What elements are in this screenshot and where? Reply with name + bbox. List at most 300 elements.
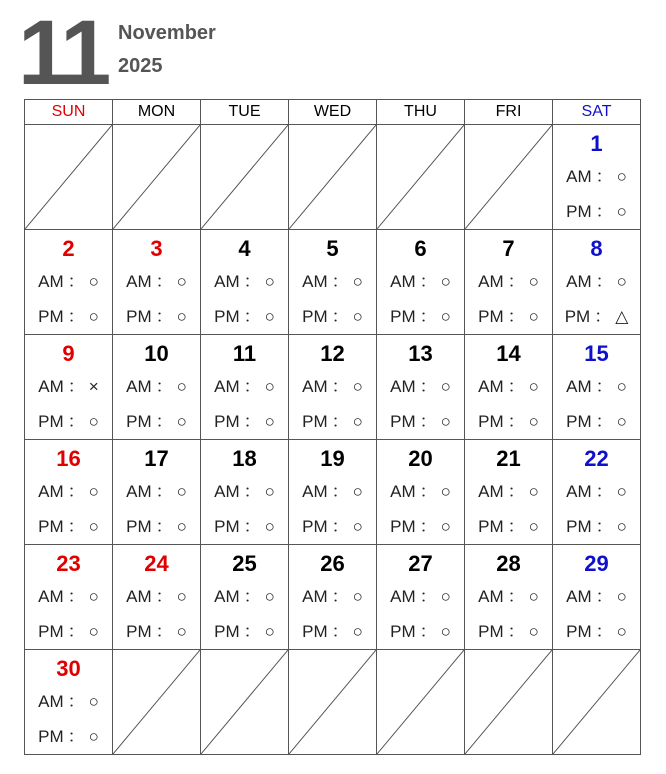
colon-separator: ： <box>155 622 173 641</box>
day-number: 14 <box>496 341 521 366</box>
pm-availability <box>201 299 288 334</box>
day-cell <box>289 545 377 650</box>
week-row <box>25 650 641 755</box>
slash-line <box>113 650 200 754</box>
am-status-mark: ○ <box>616 377 627 396</box>
pm-availability <box>201 404 288 439</box>
day-number: 8 <box>590 236 603 261</box>
empty-cell-slash <box>289 650 376 754</box>
pm-status-mark: ○ <box>616 517 627 536</box>
am-status-mark: ○ <box>352 377 363 396</box>
colon-separator: ： <box>67 412 85 431</box>
empty-day-cell <box>553 650 641 755</box>
am-availability <box>377 264 464 299</box>
empty-cell-slash <box>289 125 376 229</box>
weekday-wed: WED <box>289 100 377 125</box>
am-status-mark: ○ <box>528 482 539 501</box>
pm-label: PM <box>38 517 64 536</box>
colon-separator: ： <box>243 272 261 291</box>
am-availability <box>289 474 376 509</box>
am-label: AM <box>390 377 416 396</box>
pm-availability <box>201 614 288 649</box>
colon-separator: ： <box>331 377 349 396</box>
pm-label: PM <box>390 622 416 641</box>
pm-label: PM <box>566 412 592 431</box>
am-label: AM <box>302 377 328 396</box>
am-status-mark: × <box>88 377 99 396</box>
empty-cell-slash <box>201 125 288 229</box>
colon-separator: ： <box>155 412 173 431</box>
pm-status-mark: ○ <box>176 622 187 641</box>
colon-separator: ： <box>331 622 349 641</box>
am-label: AM <box>38 482 64 501</box>
am-label: AM <box>38 272 64 291</box>
day-cell <box>289 230 377 335</box>
empty-cell-slash <box>553 650 640 754</box>
day-cell <box>553 545 641 650</box>
am-label: AM <box>126 377 152 396</box>
colon-separator: ： <box>419 482 437 501</box>
empty-day-cell <box>25 125 113 230</box>
week-row <box>25 335 641 440</box>
day-cell <box>465 545 553 650</box>
pm-status-mark: ○ <box>88 727 99 746</box>
am-availability <box>377 369 464 404</box>
pm-status-mark: ○ <box>352 622 363 641</box>
colon-separator: ： <box>331 412 349 431</box>
weekday-fri: FRI <box>465 100 553 125</box>
empty-day-cell <box>201 125 289 230</box>
am-status-mark: ○ <box>440 272 451 291</box>
colon-separator: ： <box>243 622 261 641</box>
day-cell <box>377 230 465 335</box>
am-label: AM <box>302 482 328 501</box>
pm-label: PM <box>478 517 504 536</box>
empty-day-cell <box>201 650 289 755</box>
am-label: AM <box>38 587 64 606</box>
am-status-mark: ○ <box>176 482 187 501</box>
day-number: 1 <box>590 131 603 156</box>
pm-availability <box>377 299 464 334</box>
am-availability <box>289 264 376 299</box>
empty-day-cell <box>289 650 377 755</box>
day-number: 3 <box>150 236 163 261</box>
day-number: 27 <box>408 551 433 576</box>
colon-separator: ： <box>595 482 613 501</box>
empty-day-cell <box>465 650 553 755</box>
day-cell <box>465 440 553 545</box>
colon-separator: ： <box>594 307 612 326</box>
am-label: AM <box>390 482 416 501</box>
calendar-header <box>18 2 418 104</box>
slash-line <box>465 125 552 229</box>
day-number: 15 <box>584 341 609 366</box>
am-status-mark: ○ <box>352 587 363 606</box>
colon-separator: ： <box>507 377 525 396</box>
am-availability <box>113 579 200 614</box>
am-availability <box>553 159 640 194</box>
am-label: AM <box>38 692 64 711</box>
pm-label: PM <box>302 622 328 641</box>
am-availability <box>25 684 112 719</box>
colon-separator: ： <box>331 517 349 536</box>
colon-separator: ： <box>67 692 85 711</box>
calendar-body <box>25 125 641 755</box>
slash-line <box>113 125 200 229</box>
am-availability <box>465 369 552 404</box>
am-status-mark: ○ <box>440 482 451 501</box>
day-number: 23 <box>56 551 81 576</box>
empty-day-cell <box>113 125 201 230</box>
am-status-mark: ○ <box>352 272 363 291</box>
am-availability <box>377 579 464 614</box>
am-availability <box>201 474 288 509</box>
pm-label: PM <box>38 412 64 431</box>
colon-separator: ： <box>243 377 261 396</box>
pm-status-mark: ○ <box>176 517 187 536</box>
colon-separator: ： <box>155 272 173 291</box>
day-number: 21 <box>496 446 521 471</box>
pm-label: PM <box>478 307 504 326</box>
am-availability <box>377 474 464 509</box>
empty-cell-slash <box>113 125 200 229</box>
weekday-sat: SAT <box>553 100 641 125</box>
day-cell <box>201 230 289 335</box>
pm-label: PM <box>214 412 240 431</box>
day-number: 17 <box>144 446 169 471</box>
pm-label: PM <box>38 307 64 326</box>
day-number: 2 <box>62 236 75 261</box>
pm-availability <box>113 614 200 649</box>
pm-availability <box>553 614 640 649</box>
day-cell <box>25 440 113 545</box>
slash-line <box>377 125 464 229</box>
am-availability <box>201 369 288 404</box>
empty-cell-slash <box>25 125 112 229</box>
pm-label: PM <box>126 412 152 431</box>
colon-separator: ： <box>67 272 85 291</box>
slash-line <box>553 650 640 754</box>
am-status-mark: ○ <box>616 272 627 291</box>
am-status-mark: ○ <box>88 692 99 711</box>
am-availability <box>553 579 640 614</box>
year-label: 2025 <box>118 55 163 77</box>
pm-label: PM <box>214 622 240 641</box>
pm-availability <box>113 404 200 439</box>
am-status-mark: ○ <box>176 587 187 606</box>
pm-label: PM <box>126 517 152 536</box>
am-availability <box>553 474 640 509</box>
am-label: AM <box>214 482 240 501</box>
empty-day-cell <box>465 125 553 230</box>
am-availability <box>289 369 376 404</box>
day-cell <box>113 335 201 440</box>
pm-availability <box>25 299 112 334</box>
am-label: AM <box>390 272 416 291</box>
am-status-mark: ○ <box>440 587 451 606</box>
weekday-mon: MON <box>113 100 201 125</box>
colon-separator: ： <box>243 517 261 536</box>
colon-separator: ： <box>507 517 525 536</box>
am-availability <box>113 264 200 299</box>
pm-status-mark: ○ <box>616 622 627 641</box>
colon-separator: ： <box>595 377 613 396</box>
am-availability <box>289 579 376 614</box>
pm-label: PM <box>566 517 592 536</box>
am-label: AM <box>478 482 504 501</box>
pm-availability <box>553 509 640 544</box>
colon-separator: ： <box>419 412 437 431</box>
day-number: 25 <box>232 551 257 576</box>
colon-separator: ： <box>331 307 349 326</box>
am-label: AM <box>126 272 152 291</box>
day-cell <box>465 230 553 335</box>
colon-separator: ： <box>243 482 261 501</box>
am-availability <box>201 579 288 614</box>
empty-cell-slash <box>465 125 552 229</box>
pm-availability <box>289 614 376 649</box>
pm-status-mark: ○ <box>616 412 627 431</box>
day-cell <box>201 545 289 650</box>
day-number: 20 <box>408 446 433 471</box>
am-status-mark: ○ <box>616 482 627 501</box>
day-cell <box>465 335 553 440</box>
colon-separator: ： <box>419 272 437 291</box>
day-cell <box>201 335 289 440</box>
empty-cell-slash <box>465 650 552 754</box>
am-availability <box>201 264 288 299</box>
am-status-mark: ○ <box>264 377 275 396</box>
pm-label: PM <box>390 412 416 431</box>
day-number: 12 <box>320 341 345 366</box>
pm-status-mark: △ <box>615 307 629 326</box>
am-label: AM <box>566 167 592 186</box>
pm-availability <box>25 614 112 649</box>
day-cell <box>553 125 641 230</box>
pm-availability <box>377 404 464 439</box>
am-label: AM <box>214 587 240 606</box>
colon-separator: ： <box>507 412 525 431</box>
pm-status-mark: ○ <box>528 622 539 641</box>
pm-status-mark: ○ <box>528 412 539 431</box>
colon-separator: ： <box>67 727 85 746</box>
pm-availability <box>465 614 552 649</box>
colon-separator: ： <box>155 307 173 326</box>
pm-availability <box>465 509 552 544</box>
colon-separator: ： <box>67 587 85 606</box>
day-cell <box>25 650 113 755</box>
am-label: AM <box>302 587 328 606</box>
slash-line <box>289 650 376 754</box>
colon-separator: ： <box>595 202 613 221</box>
week-row <box>25 230 641 335</box>
am-status-mark: ○ <box>616 167 627 186</box>
empty-day-cell <box>377 125 465 230</box>
pm-status-mark: ○ <box>528 517 539 536</box>
pm-label: PM <box>390 307 416 326</box>
day-cell <box>553 230 641 335</box>
empty-cell-slash <box>201 650 288 754</box>
pm-availability <box>289 509 376 544</box>
pm-status-mark: ○ <box>88 412 99 431</box>
colon-separator: ： <box>419 587 437 606</box>
colon-separator: ： <box>507 622 525 641</box>
am-availability <box>25 264 112 299</box>
am-label: AM <box>214 272 240 291</box>
day-cell <box>289 440 377 545</box>
colon-separator: ： <box>67 622 85 641</box>
month-number: 11 <box>18 2 108 104</box>
am-availability <box>113 474 200 509</box>
am-label: AM <box>566 587 592 606</box>
am-label: AM <box>390 587 416 606</box>
empty-cell-slash <box>377 650 464 754</box>
colon-separator: ： <box>419 377 437 396</box>
colon-separator: ： <box>155 587 173 606</box>
pm-status-mark: ○ <box>264 517 275 536</box>
day-number: 13 <box>408 341 433 366</box>
am-availability <box>113 369 200 404</box>
day-number: 28 <box>496 551 521 576</box>
pm-label: PM <box>302 307 328 326</box>
pm-availability <box>553 299 640 334</box>
colon-separator: ： <box>331 587 349 606</box>
pm-label: PM <box>214 307 240 326</box>
am-status-mark: ○ <box>528 377 539 396</box>
day-number: 24 <box>144 551 169 576</box>
pm-status-mark: ○ <box>176 412 187 431</box>
week-row <box>25 125 641 230</box>
colon-separator: ： <box>507 272 525 291</box>
day-number: 16 <box>56 446 81 471</box>
am-label: AM <box>126 482 152 501</box>
pm-label: PM <box>302 412 328 431</box>
pm-status-mark: ○ <box>264 307 275 326</box>
am-status-mark: ○ <box>264 482 275 501</box>
pm-status-mark: ○ <box>352 307 363 326</box>
colon-separator: ： <box>243 307 261 326</box>
colon-separator: ： <box>507 307 525 326</box>
slash-line <box>201 125 288 229</box>
colon-separator: ： <box>595 622 613 641</box>
day-number: 7 <box>502 236 515 261</box>
pm-status-mark: ○ <box>176 307 187 326</box>
colon-separator: ： <box>331 482 349 501</box>
empty-day-cell <box>289 125 377 230</box>
am-label: AM <box>566 377 592 396</box>
empty-cell-slash <box>113 650 200 754</box>
day-number: 22 <box>584 446 609 471</box>
am-status-mark: ○ <box>616 587 627 606</box>
colon-separator: ： <box>419 307 437 326</box>
day-number: 18 <box>232 446 257 471</box>
pm-label: PM <box>390 517 416 536</box>
weekday-sun: SUN <box>25 100 113 125</box>
am-status-mark: ○ <box>352 482 363 501</box>
pm-availability <box>377 614 464 649</box>
pm-label: PM <box>38 727 64 746</box>
am-status-mark: ○ <box>176 272 187 291</box>
pm-availability <box>25 509 112 544</box>
am-status-mark: ○ <box>176 377 187 396</box>
am-status-mark: ○ <box>88 587 99 606</box>
colon-separator: ： <box>331 272 349 291</box>
colon-separator: ： <box>67 377 85 396</box>
weekday-header-row <box>25 100 641 125</box>
am-status-mark: ○ <box>440 377 451 396</box>
colon-separator: ： <box>243 587 261 606</box>
day-number: 10 <box>144 341 169 366</box>
am-availability <box>465 264 552 299</box>
am-label: AM <box>302 272 328 291</box>
colon-separator: ： <box>595 587 613 606</box>
pm-availability <box>289 299 376 334</box>
am-availability <box>25 474 112 509</box>
pm-status-mark: ○ <box>616 202 627 221</box>
month-name: November <box>118 22 216 44</box>
am-status-mark: ○ <box>264 272 275 291</box>
pm-label: PM <box>38 622 64 641</box>
pm-availability <box>113 509 200 544</box>
pm-status-mark: ○ <box>440 307 451 326</box>
pm-status-mark: ○ <box>440 622 451 641</box>
pm-status-mark: ○ <box>440 517 451 536</box>
pm-label: PM <box>478 412 504 431</box>
pm-availability <box>113 299 200 334</box>
colon-separator: ： <box>507 482 525 501</box>
pm-status-mark: ○ <box>264 622 275 641</box>
pm-label: PM <box>214 517 240 536</box>
day-cell <box>553 335 641 440</box>
pm-label: PM <box>126 622 152 641</box>
pm-availability <box>289 404 376 439</box>
day-number: 4 <box>238 236 251 261</box>
pm-label: PM <box>564 307 591 326</box>
colon-separator: ： <box>67 307 85 326</box>
day-cell <box>25 545 113 650</box>
week-row <box>25 440 641 545</box>
colon-separator: ： <box>67 517 85 536</box>
colon-separator: ： <box>595 412 613 431</box>
am-label: AM <box>478 377 504 396</box>
pm-availability <box>377 509 464 544</box>
colon-separator: ： <box>595 272 613 291</box>
am-label: AM <box>214 377 240 396</box>
colon-separator: ： <box>595 167 613 186</box>
am-availability <box>553 369 640 404</box>
day-cell <box>113 545 201 650</box>
am-availability <box>25 579 112 614</box>
day-number: 5 <box>326 236 339 261</box>
colon-separator: ： <box>419 517 437 536</box>
pm-availability <box>465 404 552 439</box>
colon-separator: ： <box>419 622 437 641</box>
day-number: 6 <box>414 236 427 261</box>
am-status-mark: ○ <box>88 272 99 291</box>
colon-separator: ： <box>243 412 261 431</box>
am-label: AM <box>478 272 504 291</box>
pm-status-mark: ○ <box>440 412 451 431</box>
am-status-mark: ○ <box>88 482 99 501</box>
am-label: AM <box>478 587 504 606</box>
day-number: 11 <box>232 341 257 366</box>
day-cell <box>377 440 465 545</box>
pm-status-mark: ○ <box>88 517 99 536</box>
am-status-mark: ○ <box>528 587 539 606</box>
am-label: AM <box>38 377 64 396</box>
am-status-mark: ○ <box>264 587 275 606</box>
colon-separator: ： <box>155 517 173 536</box>
